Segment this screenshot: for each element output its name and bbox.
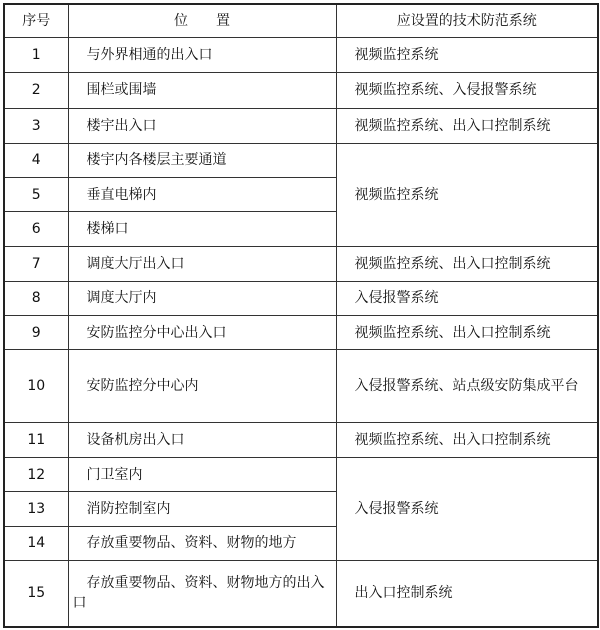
location-cell: 门卫室内	[68, 458, 336, 492]
location-cell: 调度大厅出入口	[68, 246, 336, 281]
location-cell: 围栏或围墙	[68, 73, 336, 108]
system-cell: 视频监控系统、出入口控制系统	[336, 108, 598, 143]
system-cell: 视频监控系统	[336, 38, 598, 73]
location-cell: 调度大厅内	[68, 281, 336, 315]
table-row	[4, 350, 598, 423]
row-number: 9	[4, 316, 68, 350]
location-cell: 楼宇出入口	[68, 108, 336, 143]
location-cell: 楼宇内各楼层主要通道	[68, 143, 336, 177]
row-number: 13	[4, 492, 68, 526]
system-cell: 视频监控系统、入侵报警系统	[336, 73, 598, 108]
location-cell: 存放重要物品、资料、财物地方的出入口	[68, 560, 336, 627]
row-number: 12	[4, 458, 68, 492]
header-location-char2: 置	[216, 13, 230, 29]
table-row	[4, 422, 598, 457]
location-cell: 垂直电梯内	[68, 178, 336, 212]
system-cell-merged: 视频监控系统	[336, 143, 598, 246]
header-system: 应设置的技术防范系统	[336, 4, 598, 38]
location-cell: 设备机房出入口	[68, 422, 336, 457]
system-cell: 出入口控制系统	[336, 560, 598, 627]
table-row	[4, 316, 598, 350]
location-cell: 安防监控分中心出入口	[68, 316, 336, 350]
row-number: 10	[4, 350, 68, 423]
table-row	[4, 143, 598, 177]
row-number: 5	[4, 178, 68, 212]
row-number: 11	[4, 422, 68, 457]
header-location-char1: 位	[174, 13, 188, 29]
system-cell-merged: 入侵报警系统	[336, 458, 598, 561]
table-row	[4, 108, 598, 143]
location-cell: 消防控制室内	[68, 492, 336, 526]
row-number: 7	[4, 246, 68, 281]
table-row	[4, 458, 598, 492]
system-cell: 入侵报警系统、站点级安防集成平台	[336, 350, 598, 423]
row-number: 6	[4, 212, 68, 246]
row-number: 15	[4, 560, 68, 627]
table-row	[4, 246, 598, 281]
row-number: 2	[4, 73, 68, 108]
header-no: 序号	[4, 4, 68, 38]
header-location	[68, 4, 336, 38]
row-number: 14	[4, 526, 68, 560]
header-row	[4, 4, 598, 38]
location-cell: 楼梯口	[68, 212, 336, 246]
row-number: 4	[4, 143, 68, 177]
system-cell: 入侵报警系统	[336, 281, 598, 315]
table-row	[4, 281, 598, 315]
location-cell: 与外界相通的出入口	[68, 38, 336, 73]
system-cell: 视频监控系统、出入口控制系统	[336, 246, 598, 281]
row-number: 8	[4, 281, 68, 315]
table-row	[4, 73, 598, 108]
system-cell: 视频监控系统、出入口控制系统	[336, 422, 598, 457]
location-cell: 安防监控分中心内	[68, 350, 336, 423]
row-number: 1	[4, 38, 68, 73]
row-number: 3	[4, 108, 68, 143]
table-row	[4, 38, 598, 73]
security-systems-table	[3, 3, 599, 628]
system-cell: 视频监控系统、出入口控制系统	[336, 316, 598, 350]
location-cell: 存放重要物品、资料、财物的地方	[68, 526, 336, 560]
table-row	[4, 560, 598, 627]
